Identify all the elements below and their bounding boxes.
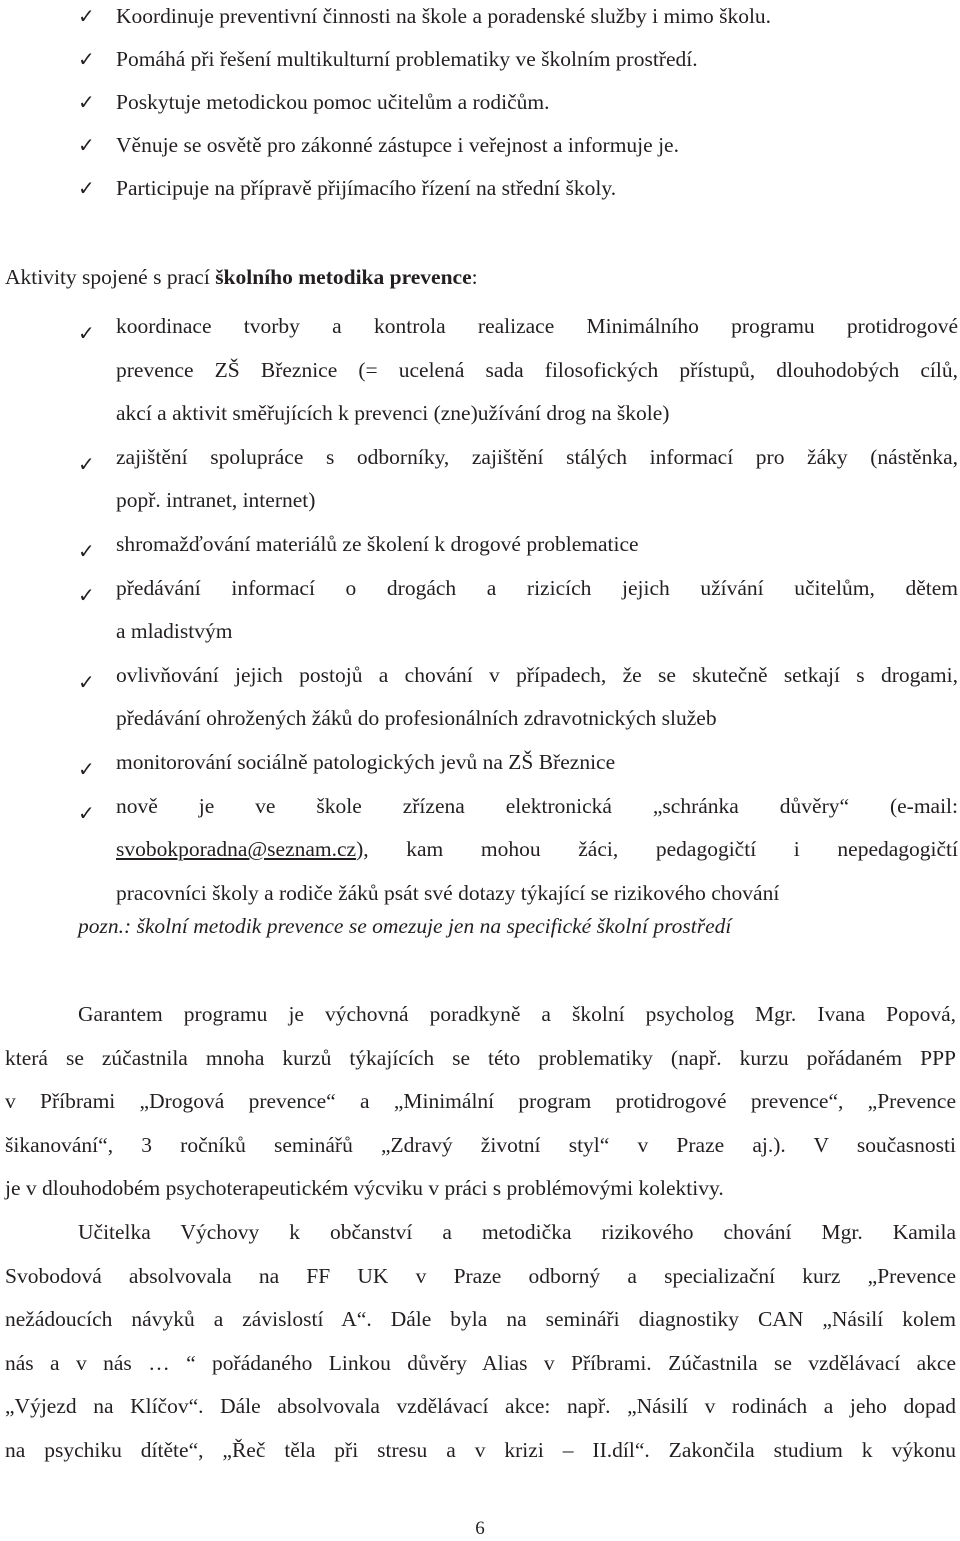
text-line: nově je ve škole zřízena elektronická „schránka důvěry“ (e-mail: xyxy=(116,793,958,818)
heading-prefix: Aktivity spojené s prací xyxy=(5,265,216,289)
checkmark-icon: ✓ xyxy=(78,451,95,476)
text-line: akcí a aktivit směřujících k prevenci (zne)užívání drog na škole) xyxy=(116,401,670,426)
checkmark-icon: ✓ xyxy=(78,47,95,71)
text-line: monitorování sociálně patologických jevů na ZŠ Březnice xyxy=(116,749,616,774)
list-item-text: Poskytuje metodickou pomoc učitelům a rodičům. xyxy=(116,90,550,114)
text-line: koordinace tvorby a kontrola realizace Minimálního programu protidrogové xyxy=(116,314,958,338)
list-item xyxy=(78,436,958,523)
text-line: Garantem programu je výchovná poradkyně a školní psycholog Mgr. Ivana Popová, xyxy=(78,1002,956,1026)
list-item-text: Participuje na přípravě přijímacího řízení na střední školy. xyxy=(116,176,617,200)
checkmark-icon: ✓ xyxy=(78,90,95,114)
paragraph xyxy=(5,1211,956,1473)
list-item xyxy=(78,741,958,785)
text-line: šikanování“, 3 ročníků seminářů „Zdravý životní styl“ v Praze aj.). V současnosti xyxy=(5,1132,956,1157)
text-line: Svobodová absolvovala na FF UK v Praze odborný a specializační kurz „Prevence xyxy=(5,1263,956,1288)
list-item xyxy=(78,1,948,45)
paragraph xyxy=(5,993,956,1211)
list-item-text: Koordinuje preventivní činnosti na škole a poradenské služby i mimo školu. xyxy=(116,4,772,28)
text-line: předávání ohrožených žáků do profesionálních zdravotnických služeb xyxy=(116,706,717,731)
checkmark-icon: ✓ xyxy=(78,176,95,200)
text-line: Učitelka Výchovy k občanství a metodička rizikového chování Mgr. Kamila xyxy=(78,1220,956,1244)
text-line: popř. intranet, internet) xyxy=(116,488,316,513)
list-item-text: Věnuje se osvětě pro zákonné zástupce i veřejnost a informuje je. xyxy=(116,133,679,157)
list-item xyxy=(78,305,958,436)
text-line: prevence ZŠ Březnice (= ucelená sada filosofických přístupů, dlouhodobých cílů, xyxy=(116,357,958,382)
section-heading xyxy=(5,262,478,292)
list-item xyxy=(78,173,948,217)
checkmark-icon: ✓ xyxy=(78,538,95,563)
text-line: pracovníci školy a rodiče žáků psát své dotazy týkající se rizikového chování xyxy=(116,880,780,905)
text-line: ovlivňování jejich postojů a chování v případech, že se skutečně setkají s drogami, xyxy=(116,662,958,687)
checkmark-icon: ✓ xyxy=(78,321,95,345)
heading-bold: školního metodika prevence xyxy=(215,265,472,289)
list-item xyxy=(78,87,948,131)
checkmark-icon: ✓ xyxy=(78,669,95,694)
text-line: je v dlouhodobém psychoterapeutickém výcviku v práci s problémovými kolektivy. xyxy=(5,1176,724,1201)
note-text: pozn.: školní metodik prevence se omezuje jen na specifické školní prostředí xyxy=(78,914,732,938)
text-line: nežádoucích návyků a závislostí A“. Dále byla na semináři diagnostiky CAN „Násilí kolem xyxy=(5,1307,956,1332)
text-line: „Výjezd na Klíčov“. Dále absolvovala vzdělávací akce: např. „Násilí v rodinách a jeho dopad xyxy=(5,1394,956,1419)
checkmark-icon: ✓ xyxy=(78,582,95,607)
text-line: na psychiku dítěte“, „Řeč těla při stresu a v krizi – II.díl“. Zakončila studium k výkonu xyxy=(5,1437,956,1462)
checkmark-icon: ✓ xyxy=(78,133,95,157)
list-item xyxy=(78,130,948,174)
list-item xyxy=(78,523,958,567)
checkmark-icon: ✓ xyxy=(78,756,95,781)
activities-list xyxy=(78,305,958,915)
list-item-mailbox xyxy=(78,785,958,916)
text-line: nás a v nás … “ pořádaného Linkou důvěry Alias v Příbrami. Zúčastnila se vzdělávací akce xyxy=(5,1350,956,1375)
page-number: 6 xyxy=(475,1518,485,1539)
list-item xyxy=(78,567,958,654)
list-item-text: Pomáhá při řešení multikulturní problematiky ve školním prostředí. xyxy=(116,47,698,71)
text-line xyxy=(116,828,958,872)
heading-suffix: : xyxy=(471,265,478,289)
text-line: zajištění spolupráce s odborníky, zajištění stálých informací pro žáky (nástěnka, xyxy=(116,444,958,469)
text-line: v Příbrami „Drogová prevence“ a „Minimální program protidrogové prevence“, „Prevence xyxy=(5,1089,956,1114)
checkmark-icon: ✓ xyxy=(78,4,95,28)
email-link[interactable]: svobokporadna@seznam.cz xyxy=(116,837,357,862)
list-item xyxy=(78,44,948,88)
text-line: předávání informací o drogách a rizicích jejich užívání učitelům, dětem xyxy=(116,575,958,600)
checkmark-icon: ✓ xyxy=(78,800,95,825)
text-line: a mladistvým xyxy=(116,619,233,644)
list-item xyxy=(78,654,958,741)
text-line: shromažďování materiálů ze školení k drogové problematice xyxy=(116,531,639,556)
text-line: která se zúčastnila mnoha kurzů týkajících se této problematiky (např. kurzu pořádaném PPP xyxy=(5,1045,956,1070)
text-span: ), kam mohou žáci, pedagogičtí i nepedagogičtí xyxy=(356,837,958,862)
